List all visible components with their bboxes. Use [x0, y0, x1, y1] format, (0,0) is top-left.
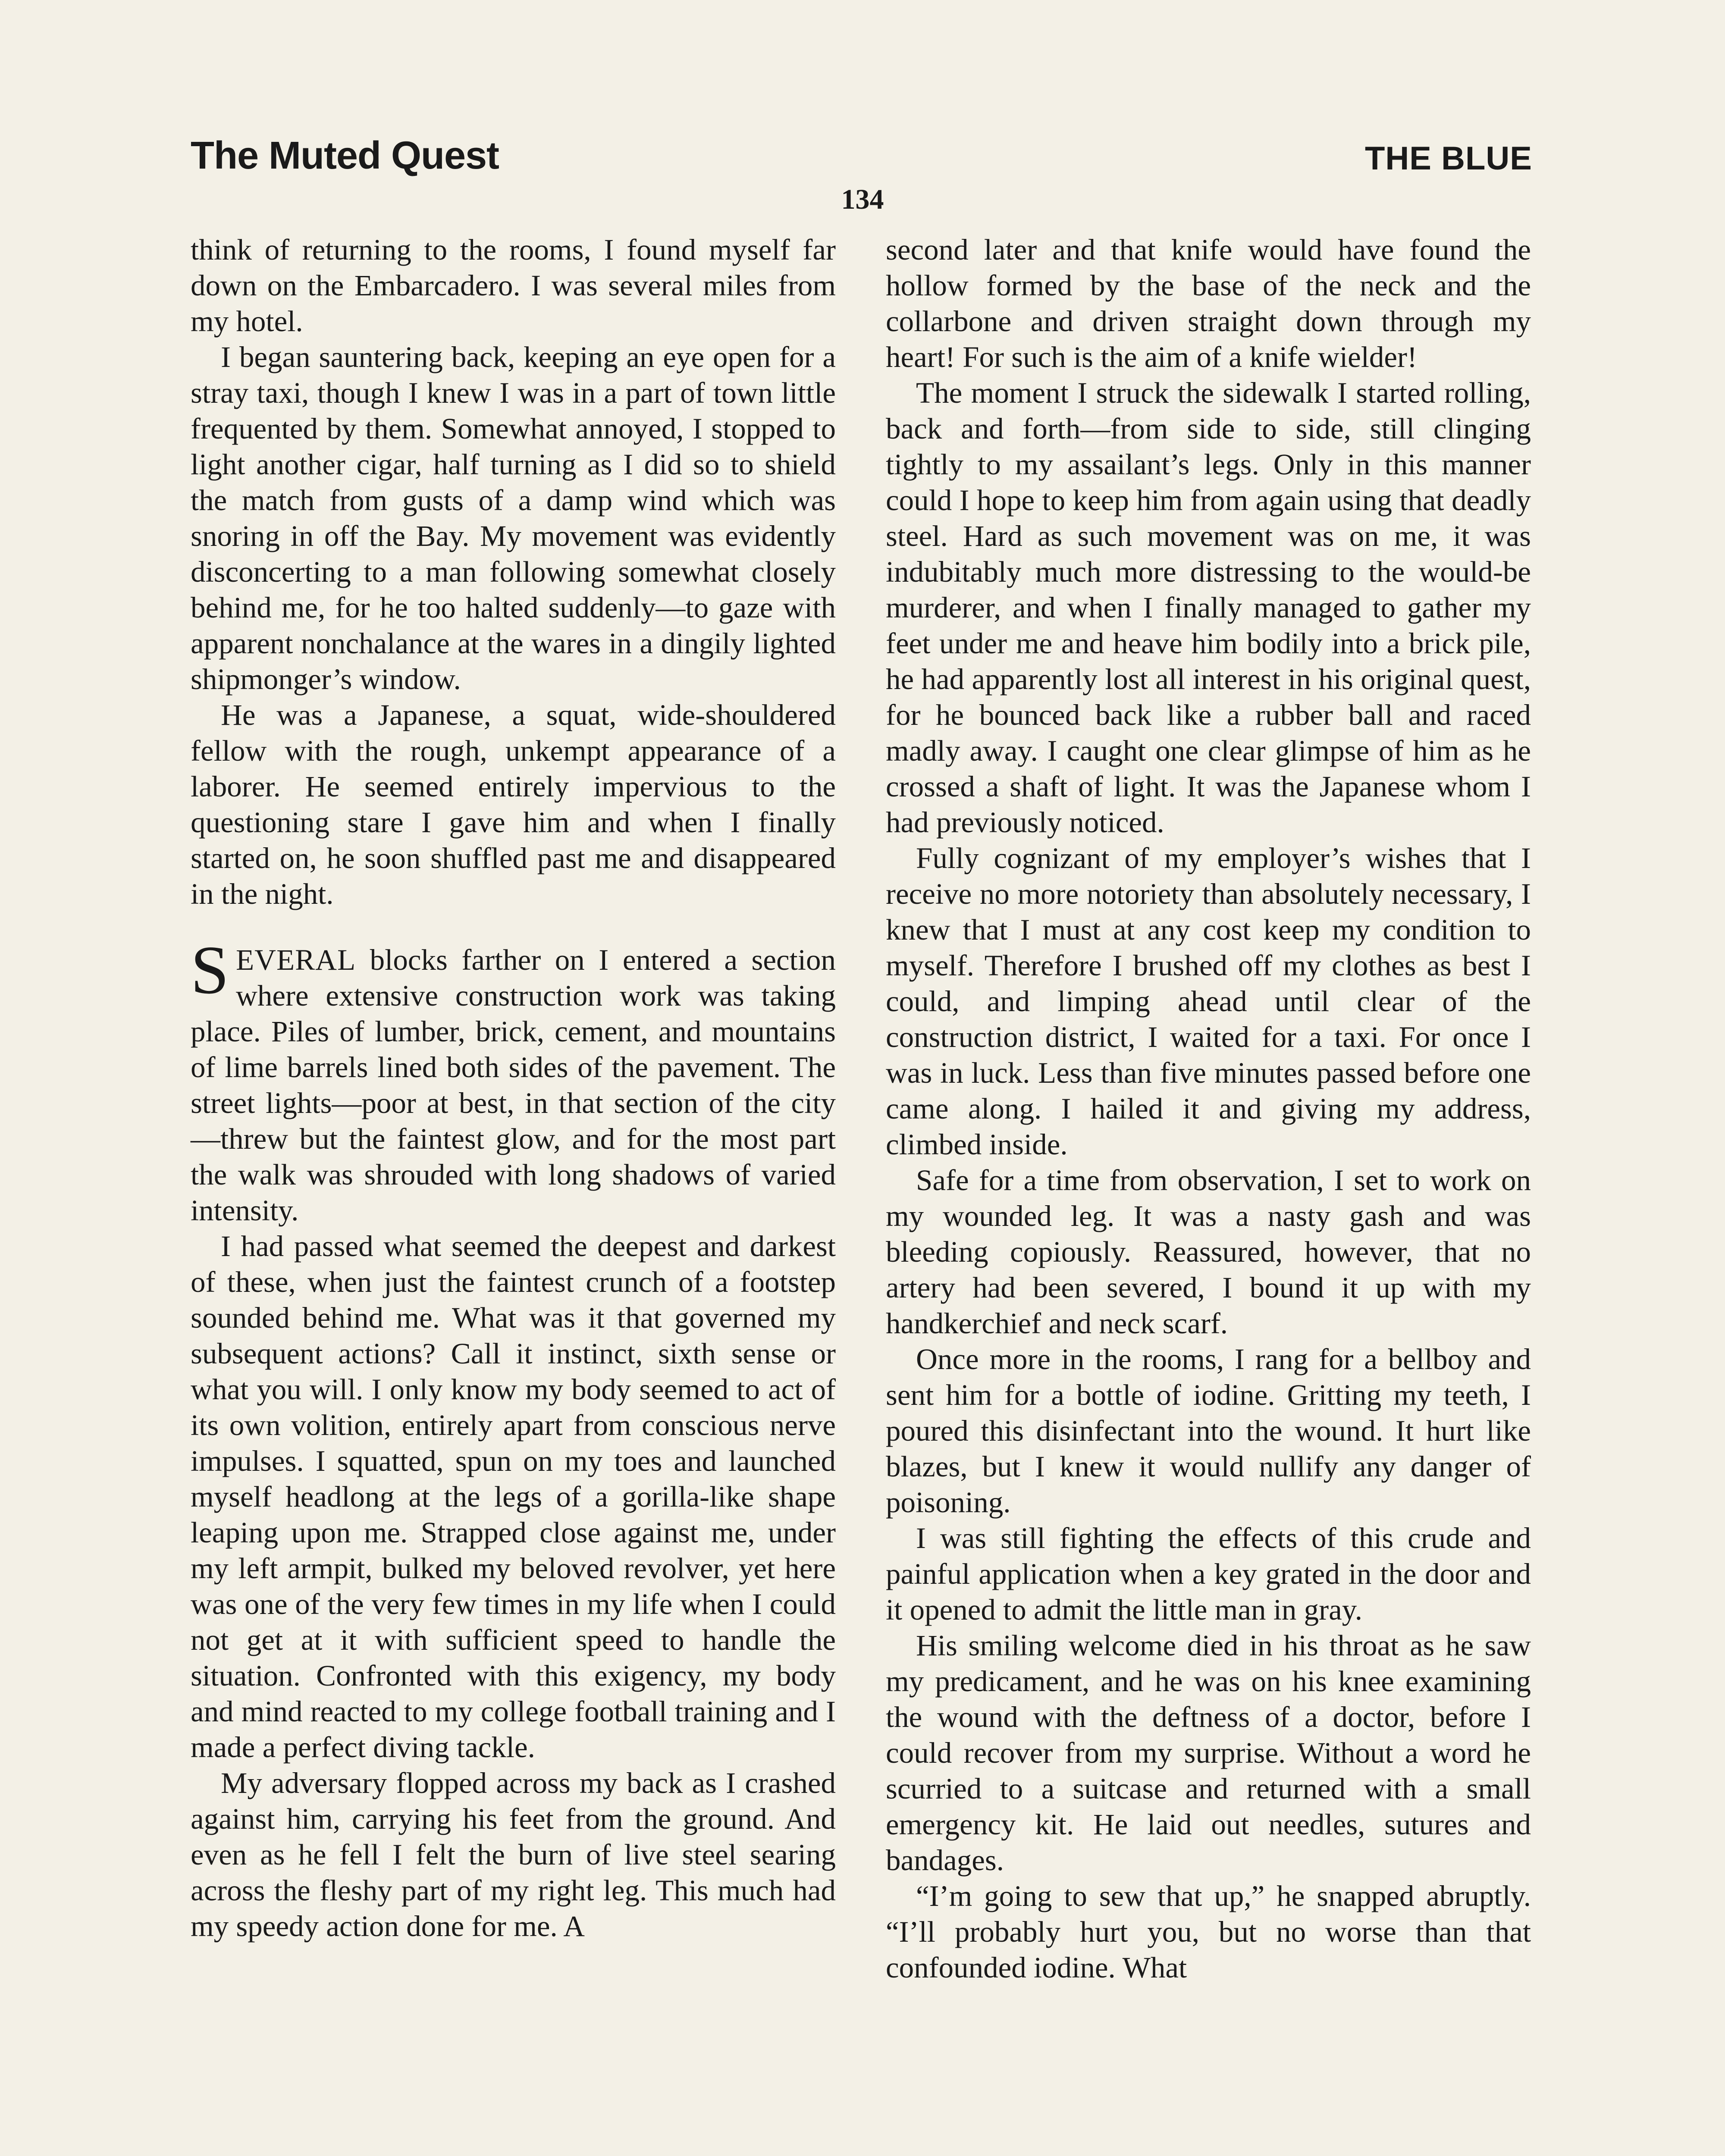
paragraph: I began sauntering back, keeping an eye open for a stray taxi, though I knew I was in a part of town little frequented by them. Somewhat annoyed, I stopped to light another cigar, half turning as I did so to shield the match from gusts of a damp wind which was snoring in off the Bay. My movement was evidently disconcerting to a man following somewhat closely behind me, for he too halted suddenly—to gaze with apparent nonchalance at the wares in a dingily lighted shipmonger’s window.: [191, 341, 836, 696]
paragraph: My adversary flopped across my back as I crashed against him, carrying his feet from the ground. And even as he fell I felt the burn of live steel searing across the fleshy part of my right leg. This much had my speedy action done for me. A: [191, 1767, 836, 1943]
paragraph: Once more in the rooms, I rang for a bellboy and sent him for a bottle of iodine. Gritting my teeth, I poured this disinfectant into the wound. It hurt like blazes, but I knew it would nullify any danger of poisoning.: [886, 1343, 1531, 1519]
paragraph: The moment I struck the sidewalk I started rolling, back and forth—from side to side, still clinging tightly to my assailant’s legs. Only in this manner could I hope to keep him from again using that deadly steel. Hard as such movement was on me, it was indubitably much more distressing to the would-be murderer, and when I finally managed to gather my feet under me and heave him bodily into a brick pile, he had apparently lost all interest in his original quest, for he bounced back like a rubber ball and raced madly away. I caught one clear glimpse of him as he crossed a shaft of light. It was the Japanese whom I had previously noticed.: [886, 376, 1531, 839]
paragraph: think of returning to the rooms, I found myself far down on the Embarcadero. I was several miles from my hotel.: [191, 233, 836, 338]
paragraph: second later and that knife would have found the hollow formed by the base of the neck and the collarbone and driven straight down through my heart! For such is the aim of a knife wielder!: [886, 233, 1531, 373]
paragraph: I had passed what seemed the deepest and darkest of these, when just the faintest crunch of a footstep sounded behind me. What was it that governed my subsequent actions? Call it instinct, sixth sense or what you will. I only know my body seemed to act of its own volition, entirely apart from conscious nerve impulses. I squatted, spun on my toes and launched myself headlong at the legs of a gorilla-like shape leaping upon me. Strapped close against me, under my left armpit, bulked my beloved revolver, yet here was one of the very few times in my life when I could not get at it with sufficient speed to handle the situation. Confronted with this exigency, my body and mind reacted to my college football training and I made a perfect diving tackle.: [191, 1230, 836, 1764]
paragraph-text: blocks farther on I entered a section where extensive construction work was taking place. Piles of lumber, brick, cement, and mountains of lime barrels lined both sides of the pavement. The street lights—poor at best, in that section of the city—threw but the faintest glow, and for the most part the walk was shrouded with long shadows of varied intensity.: [191, 943, 836, 1227]
left-column: [191, 232, 836, 1944]
paragraph: His smiling welcome died in his throat as he saw my predicament, and he was on his knee examining the wound with the deftness of a doctor, before I could recover from my surprise. Without a word he scurried to a suitcase and returned with a small emergency kit. He laid out needles, sutures and bandages.: [886, 1629, 1531, 1877]
paragraph: Safe for a time from observation, I set to work on my wounded leg. It was a nasty gash and was bleeding copiously. Reassured, however, that no artery had been severed, I bound it up with my handkerchief and neck scarf.: [886, 1164, 1531, 1340]
section-opening-paragraph: [191, 931, 836, 1228]
magazine-name: THE BLUE: [1365, 140, 1532, 177]
paragraph: Fully cognizant of my employer’s wishes that I receive no more notoriety than absolutely necessary, I knew that I must at any cost keep my condition to myself. Therefore I brushed off my clothes as best I could, and limping ahead until clear of the construction district, I waited for a taxi. For once I was in luck. Less than five minutes passed before one came along. I hailed it and giving my address, climbed inside.: [886, 842, 1531, 1161]
paragraph: I was still fighting the effects of this crude and painful application when a key grated in the door and it opened to admit the little man in gray.: [886, 1522, 1531, 1626]
lead-caps: EVERAL: [235, 943, 356, 976]
drop-cap: S: [191, 931, 229, 1008]
story-title: The Muted Quest: [191, 134, 499, 177]
right-column: [886, 232, 1531, 1986]
page-number: 134: [841, 184, 884, 215]
paragraph: He was a Japanese, a squat, wide-shouldered fellow with the rough, unkempt appearance of a laborer. He seemed entirely impervious to the questioning stare I gave him and when I finally started on, he soon shuffled past me and disappeared in the night.: [191, 699, 836, 910]
paragraph: “I’m going to sew that up,” he snapped abruptly. “I’ll probably hurt you, but no worse than that confounded iodine. What: [886, 1880, 1531, 1984]
